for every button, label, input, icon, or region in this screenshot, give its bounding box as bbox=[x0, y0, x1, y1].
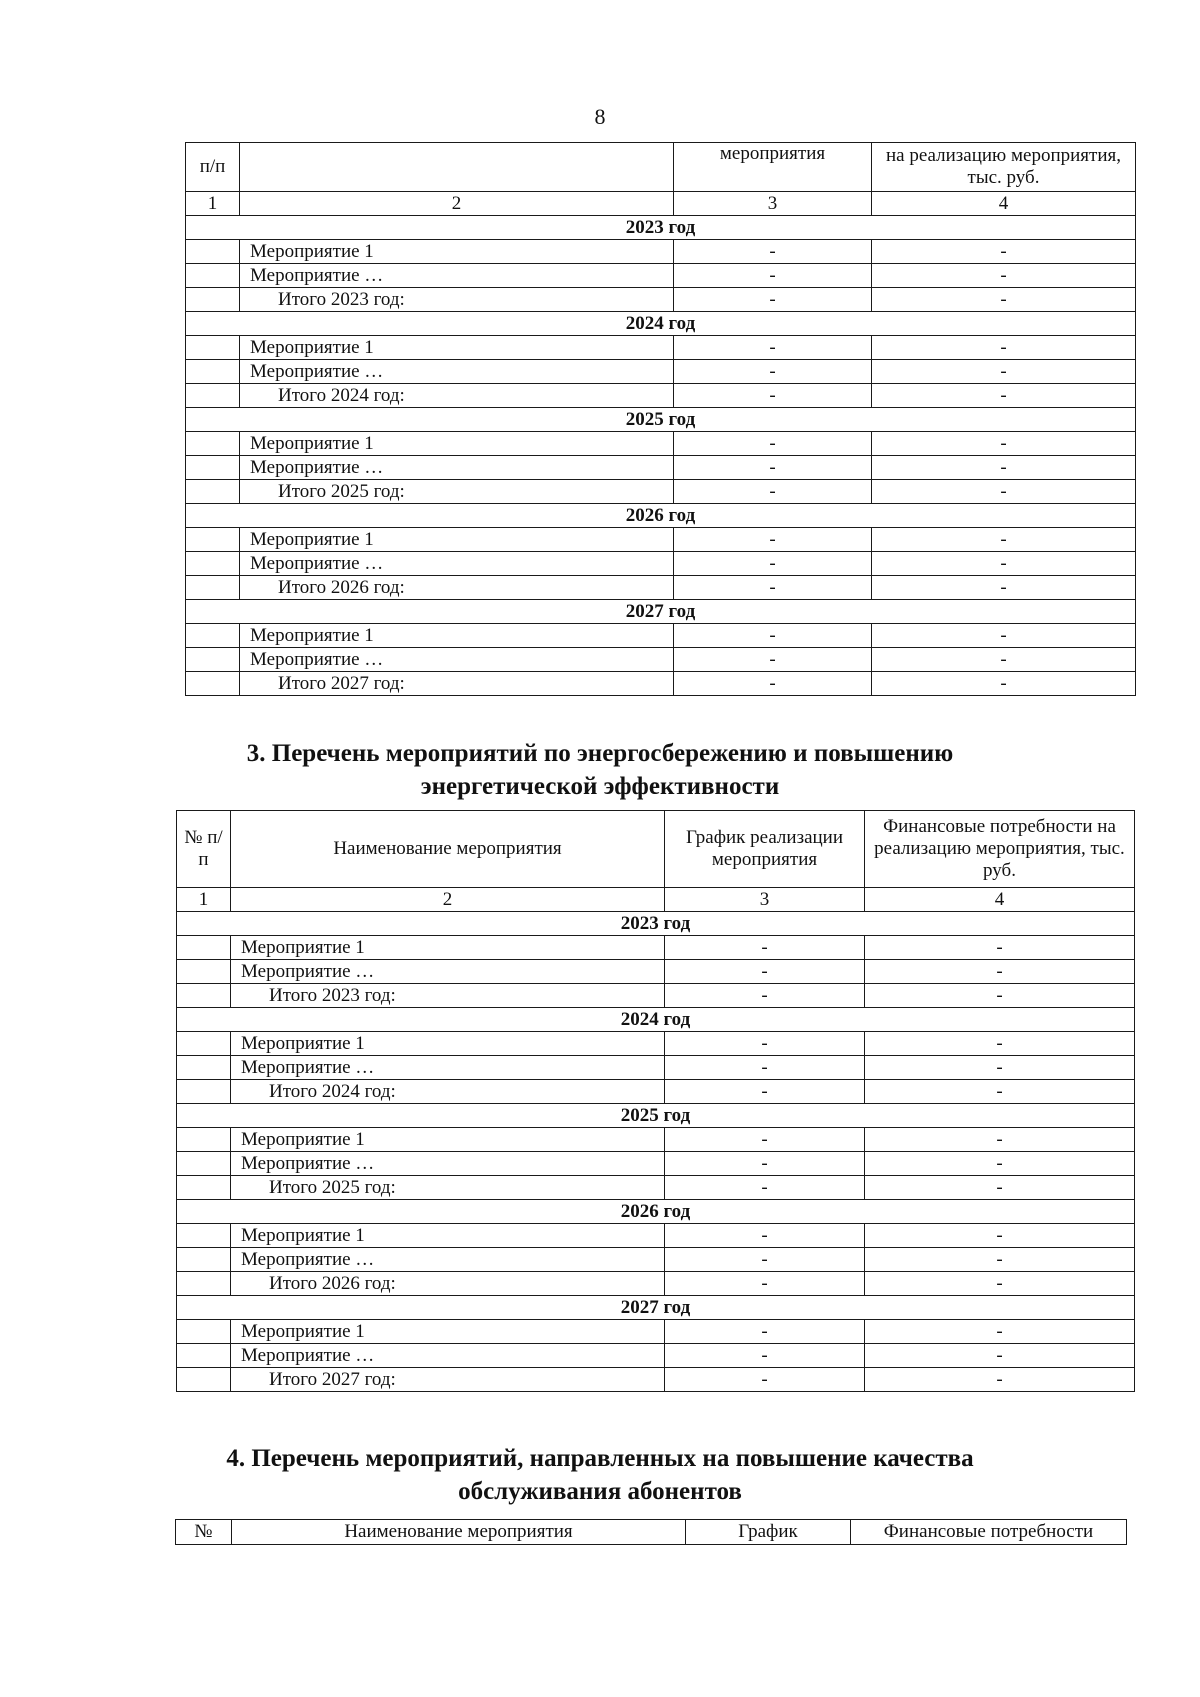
measure-finance: - bbox=[872, 648, 1136, 672]
table-row bbox=[186, 552, 1136, 576]
measure-schedule: - bbox=[665, 960, 865, 984]
measure-finance: - bbox=[865, 1128, 1135, 1152]
row-num bbox=[186, 432, 240, 456]
row-num bbox=[177, 1080, 231, 1104]
total-schedule: - bbox=[674, 576, 872, 600]
total-label: Итого 2023 год: bbox=[240, 288, 674, 312]
total-row bbox=[186, 672, 1136, 696]
section-3-title-line1: 3. Перечень мероприятий по энергосбережению и повышению bbox=[246, 740, 954, 767]
header-name bbox=[240, 143, 674, 192]
measure-schedule: - bbox=[674, 336, 872, 360]
table-row bbox=[177, 1248, 1135, 1272]
total-finance: - bbox=[865, 1176, 1135, 1200]
total-finance: - bbox=[872, 384, 1136, 408]
header-finance: Финансовые потребности bbox=[851, 1520, 1127, 1545]
column-numbering-row bbox=[177, 888, 1135, 912]
column-number: 4 bbox=[865, 888, 1135, 912]
measure-finance: - bbox=[865, 960, 1135, 984]
measure-name: Мероприятие … bbox=[231, 960, 665, 984]
total-schedule: - bbox=[665, 984, 865, 1008]
row-num bbox=[186, 552, 240, 576]
table-row bbox=[186, 648, 1136, 672]
header-finance: Финансовые потребности на реализацию мероприятия, тыс. руб. bbox=[865, 811, 1135, 888]
row-num bbox=[186, 528, 240, 552]
total-finance: - bbox=[872, 480, 1136, 504]
header-num: № bbox=[176, 1520, 232, 1545]
row-num bbox=[177, 1272, 231, 1296]
year-row bbox=[186, 216, 1136, 240]
measure-finance: - bbox=[865, 936, 1135, 960]
measure-name: Мероприятие … bbox=[240, 456, 674, 480]
measure-schedule: - bbox=[665, 1320, 865, 1344]
measure-finance: - bbox=[872, 552, 1136, 576]
service-quality-table bbox=[175, 1519, 1127, 1545]
table-continued bbox=[185, 142, 1136, 696]
measure-name: Мероприятие … bbox=[231, 1056, 665, 1080]
measure-finance: - bbox=[872, 360, 1136, 384]
measure-name: Мероприятие … bbox=[231, 1152, 665, 1176]
table-row bbox=[177, 1320, 1135, 1344]
measure-finance: - bbox=[872, 240, 1136, 264]
year-row bbox=[177, 1200, 1135, 1224]
total-row bbox=[177, 984, 1135, 1008]
page-number: 8 bbox=[594, 104, 606, 129]
table-row bbox=[177, 1344, 1135, 1368]
row-num bbox=[186, 288, 240, 312]
measure-schedule: - bbox=[665, 1344, 865, 1368]
measure-name: Мероприятие … bbox=[240, 648, 674, 672]
measure-schedule: - bbox=[665, 1056, 865, 1080]
year-row bbox=[177, 1296, 1135, 1320]
measure-name: Мероприятие 1 bbox=[240, 624, 674, 648]
year-heading: 2023 год bbox=[177, 912, 1135, 936]
measure-schedule: - bbox=[665, 1248, 865, 1272]
measure-finance: - bbox=[865, 1152, 1135, 1176]
year-row bbox=[186, 504, 1136, 528]
measure-finance: - bbox=[872, 336, 1136, 360]
total-label: Итого 2024 год: bbox=[231, 1080, 665, 1104]
measure-schedule: - bbox=[665, 1152, 865, 1176]
total-finance: - bbox=[872, 576, 1136, 600]
measure-schedule: - bbox=[665, 1224, 865, 1248]
column-number: 1 bbox=[177, 888, 231, 912]
row-num bbox=[177, 1152, 231, 1176]
measure-schedule: - bbox=[665, 936, 865, 960]
total-row bbox=[186, 576, 1136, 600]
table-header-row bbox=[177, 811, 1135, 888]
column-number: 1 bbox=[186, 192, 240, 216]
total-row bbox=[177, 1080, 1135, 1104]
year-row bbox=[177, 912, 1135, 936]
row-num bbox=[186, 240, 240, 264]
table-row bbox=[186, 336, 1136, 360]
total-finance: - bbox=[872, 288, 1136, 312]
row-num bbox=[186, 336, 240, 360]
year-row bbox=[186, 408, 1136, 432]
total-row bbox=[177, 1176, 1135, 1200]
row-num bbox=[177, 984, 231, 1008]
column-number: 3 bbox=[674, 192, 872, 216]
energy-saving-table bbox=[176, 810, 1135, 1392]
table-row bbox=[186, 456, 1136, 480]
row-num bbox=[186, 624, 240, 648]
section-3-title-line2: энергетической эффективности bbox=[420, 773, 780, 800]
total-schedule: - bbox=[665, 1176, 865, 1200]
header-schedule: График реализации мероприятия bbox=[665, 811, 865, 888]
measure-name: Мероприятие 1 bbox=[231, 936, 665, 960]
total-label: Итого 2025 год: bbox=[240, 480, 674, 504]
measure-finance: - bbox=[872, 264, 1136, 288]
row-num bbox=[177, 1128, 231, 1152]
header-name: Наименование мероприятия bbox=[231, 811, 665, 888]
table-row bbox=[186, 528, 1136, 552]
header-finance: на реализацию мероприятия, тыс. руб. bbox=[872, 143, 1136, 192]
measure-schedule: - bbox=[674, 264, 872, 288]
year-heading: 2024 год bbox=[186, 312, 1136, 336]
total-schedule: - bbox=[665, 1368, 865, 1392]
measure-name: Мероприятие 1 bbox=[240, 336, 674, 360]
measure-schedule: - bbox=[674, 552, 872, 576]
row-num bbox=[177, 1320, 231, 1344]
table-row bbox=[186, 432, 1136, 456]
column-number: 4 bbox=[872, 192, 1136, 216]
section-4-title-line2: обслуживания абонентов bbox=[458, 1478, 742, 1505]
total-schedule: - bbox=[674, 288, 872, 312]
row-num bbox=[186, 576, 240, 600]
table-row bbox=[177, 1152, 1135, 1176]
column-numbering-row bbox=[186, 192, 1136, 216]
header-schedule: График bbox=[686, 1520, 851, 1545]
row-num bbox=[177, 1176, 231, 1200]
column-number: 3 bbox=[665, 888, 865, 912]
total-label: Итого 2026 год: bbox=[231, 1272, 665, 1296]
measure-finance: - bbox=[872, 432, 1136, 456]
total-schedule: - bbox=[665, 1080, 865, 1104]
table-row bbox=[177, 1128, 1135, 1152]
measure-schedule: - bbox=[665, 1032, 865, 1056]
table-header-row bbox=[186, 143, 1136, 192]
row-num bbox=[186, 264, 240, 288]
total-row bbox=[177, 1272, 1135, 1296]
row-num bbox=[186, 360, 240, 384]
measure-name: Мероприятие … bbox=[231, 1248, 665, 1272]
section-3-title bbox=[0, 737, 1200, 803]
section-4-title-line1: 4. Перечень мероприятий, направленных на повышение качества bbox=[226, 1445, 974, 1472]
row-num bbox=[177, 960, 231, 984]
row-num bbox=[177, 936, 231, 960]
table-row bbox=[186, 264, 1136, 288]
measure-name: Мероприятие … bbox=[240, 360, 674, 384]
row-num bbox=[177, 1344, 231, 1368]
table-row bbox=[177, 1032, 1135, 1056]
measure-schedule: - bbox=[674, 528, 872, 552]
table-row bbox=[177, 1224, 1135, 1248]
row-num bbox=[177, 1056, 231, 1080]
total-finance: - bbox=[865, 984, 1135, 1008]
total-schedule: - bbox=[674, 672, 872, 696]
table-row bbox=[186, 624, 1136, 648]
measure-finance: - bbox=[865, 1224, 1135, 1248]
header-num: п/п bbox=[186, 143, 240, 192]
measure-name: Мероприятие 1 bbox=[231, 1320, 665, 1344]
row-num bbox=[177, 1368, 231, 1392]
column-number: 2 bbox=[231, 888, 665, 912]
row-num bbox=[186, 672, 240, 696]
total-finance: - bbox=[865, 1272, 1135, 1296]
measure-finance: - bbox=[872, 456, 1136, 480]
column-number: 2 bbox=[240, 192, 674, 216]
table-row bbox=[177, 1056, 1135, 1080]
header-num: № п/п bbox=[177, 811, 231, 888]
measure-name: Мероприятие 1 bbox=[240, 528, 674, 552]
row-num bbox=[186, 648, 240, 672]
total-row bbox=[186, 288, 1136, 312]
measure-finance: - bbox=[865, 1056, 1135, 1080]
measure-finance: - bbox=[872, 528, 1136, 552]
total-label: Итого 2023 год: bbox=[231, 984, 665, 1008]
header-schedule: мероприятия bbox=[674, 143, 872, 192]
measure-schedule: - bbox=[674, 456, 872, 480]
year-heading: 2024 год bbox=[177, 1008, 1135, 1032]
table-row bbox=[186, 360, 1136, 384]
table-header-row bbox=[176, 1520, 1127, 1545]
row-num bbox=[186, 456, 240, 480]
total-schedule: - bbox=[665, 1272, 865, 1296]
total-row bbox=[186, 480, 1136, 504]
year-heading: 2025 год bbox=[177, 1104, 1135, 1128]
year-heading: 2023 год bbox=[186, 216, 1136, 240]
measure-schedule: - bbox=[674, 648, 872, 672]
row-num bbox=[177, 1032, 231, 1056]
measure-name: Мероприятие 1 bbox=[231, 1128, 665, 1152]
year-heading: 2027 год bbox=[186, 600, 1136, 624]
table-row bbox=[177, 936, 1135, 960]
year-heading: 2026 год bbox=[177, 1200, 1135, 1224]
row-num bbox=[177, 1224, 231, 1248]
measure-name: Мероприятие 1 bbox=[240, 240, 674, 264]
total-finance: - bbox=[872, 672, 1136, 696]
measure-schedule: - bbox=[674, 360, 872, 384]
year-row bbox=[186, 600, 1136, 624]
measure-name: Мероприятие … bbox=[240, 264, 674, 288]
total-finance: - bbox=[865, 1080, 1135, 1104]
total-finance: - bbox=[865, 1368, 1135, 1392]
year-row bbox=[186, 312, 1136, 336]
measure-name: Мероприятие … bbox=[231, 1344, 665, 1368]
measure-schedule: - bbox=[665, 1128, 865, 1152]
total-label: Итого 2026 год: bbox=[240, 576, 674, 600]
measure-name: Мероприятие 1 bbox=[240, 432, 674, 456]
total-label: Итого 2027 год: bbox=[240, 672, 674, 696]
row-num bbox=[186, 480, 240, 504]
table-row bbox=[186, 240, 1136, 264]
measure-finance: - bbox=[865, 1344, 1135, 1368]
total-row bbox=[177, 1368, 1135, 1392]
total-row bbox=[186, 384, 1136, 408]
total-label: Итого 2025 год: bbox=[231, 1176, 665, 1200]
row-num bbox=[186, 384, 240, 408]
row-num bbox=[177, 1248, 231, 1272]
measure-schedule: - bbox=[674, 240, 872, 264]
measure-name: Мероприятие … bbox=[240, 552, 674, 576]
year-heading: 2026 год bbox=[186, 504, 1136, 528]
year-heading: 2025 год bbox=[186, 408, 1136, 432]
year-row bbox=[177, 1008, 1135, 1032]
measure-finance: - bbox=[865, 1032, 1135, 1056]
year-row bbox=[177, 1104, 1135, 1128]
table-row bbox=[177, 960, 1135, 984]
measure-schedule: - bbox=[674, 624, 872, 648]
measure-schedule: - bbox=[674, 432, 872, 456]
measure-finance: - bbox=[872, 624, 1136, 648]
measure-finance: - bbox=[865, 1248, 1135, 1272]
total-schedule: - bbox=[674, 480, 872, 504]
total-schedule: - bbox=[674, 384, 872, 408]
header-name: Наименование мероприятия bbox=[232, 1520, 686, 1545]
total-label: Итого 2024 год: bbox=[240, 384, 674, 408]
measure-name: Мероприятие 1 bbox=[231, 1032, 665, 1056]
section-4-title bbox=[0, 1442, 1200, 1508]
measure-name: Мероприятие 1 bbox=[231, 1224, 665, 1248]
total-label: Итого 2027 год: bbox=[231, 1368, 665, 1392]
year-heading: 2027 год bbox=[177, 1296, 1135, 1320]
measure-finance: - bbox=[865, 1320, 1135, 1344]
